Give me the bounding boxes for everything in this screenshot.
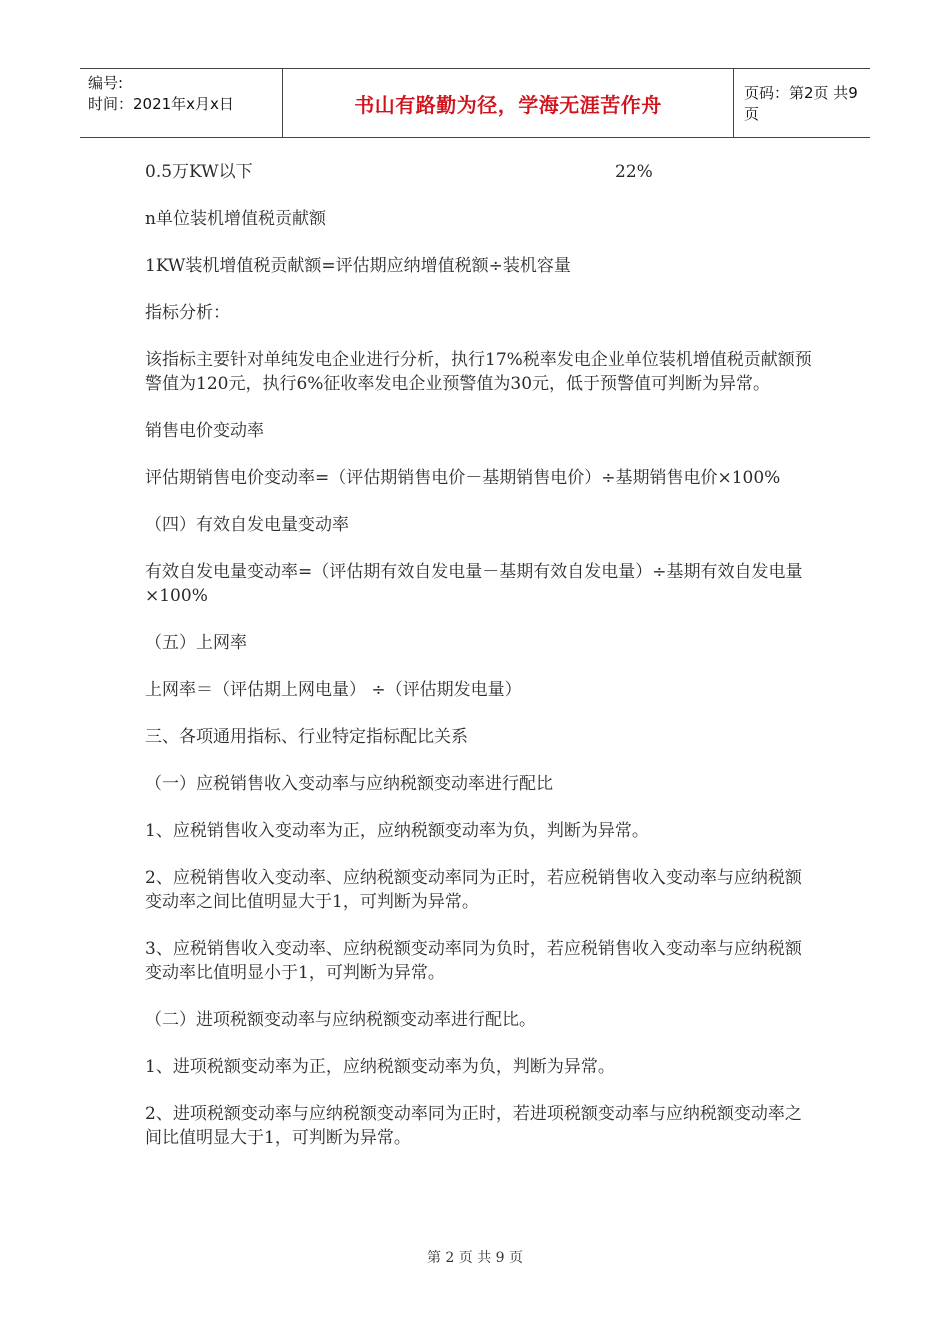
paragraph: （五）上网率 bbox=[145, 633, 247, 653]
paragraph: （四）有效自发电量变动率 bbox=[145, 515, 349, 535]
paragraph: （二）进项税额变动率与应纳税额变动率进行配比。 bbox=[145, 1010, 536, 1030]
header-meta bbox=[80, 69, 282, 137]
paragraph: 三、各项通用指标、行业特定指标配比关系 bbox=[145, 727, 468, 747]
capacity-rate: 22% bbox=[615, 162, 653, 182]
paragraph: 评估期销售电价变动率=（评估期销售电价－基期销售电价）÷基期销售电价×100% bbox=[145, 468, 781, 488]
document-body bbox=[145, 160, 815, 1173]
paragraph: 3、应税销售收入变动率、应纳税额变动率同为负时，若应税销售收入变动率与应纳税额变动率比值明显小于1，可判断为异常。 bbox=[145, 939, 802, 983]
time-label: 时间：2021年x月x日 bbox=[88, 95, 234, 113]
paragraph: 销售电价变动率 bbox=[145, 421, 264, 441]
paragraph: （一）应税销售收入变动率与应纳税额变动率进行配比 bbox=[145, 774, 553, 794]
capacity-row bbox=[145, 160, 815, 184]
number-label: 编号: bbox=[88, 74, 124, 92]
paragraph: 2、应税销售收入变动率、应纳税额变动率同为正时，若应税销售收入变动率与应纳税额变动率之间比值明显大于1，可判断为异常。 bbox=[145, 868, 802, 912]
paragraph: n单位装机增值税贡献额 bbox=[145, 209, 326, 229]
paragraph: 上网率＝（评估期上网电量） ÷（评估期发电量） bbox=[145, 680, 522, 700]
paragraph: 1、进项税额变动率为正，应纳税额变动率为负，判断为异常。 bbox=[145, 1057, 615, 1077]
paragraph: 有效自发电量变动率=（评估期有效自发电量－基期有效自发电量）÷基期有效自发电量×100% bbox=[145, 562, 803, 606]
paragraph: 指标分析： bbox=[145, 303, 230, 323]
paragraph: 1KW装机增值税贡献额=评估期应纳增值税额÷装机容量 bbox=[145, 256, 571, 276]
page-header bbox=[80, 68, 870, 138]
header-motto: 书山有路勤为径，学海无涯苦作舟 bbox=[282, 69, 734, 137]
header-page-label: 页码：第2页 共9页 bbox=[744, 84, 858, 123]
paragraph: 2、进项税额变动率与应纳税额变动率同为正时，若进项税额变动率与应纳税额变动率之间比值明显大于1，可判断为异常。 bbox=[145, 1104, 802, 1148]
paragraph: 该指标主要针对单纯发电企业进行分析，执行17%税率发电企业单位装机增值税贡献额预警值为120元，执行6%征收率发电企业预警值为30元，低于预警值可判断为异常。 bbox=[145, 350, 812, 394]
page-footer: 第 2 页 共 9 页 bbox=[426, 1250, 524, 1266]
capacity-label: 0.5万KW以下 bbox=[145, 162, 253, 182]
paragraph: 1、应税销售收入变动率为正，应纳税额变动率为负，判断为异常。 bbox=[145, 821, 649, 841]
